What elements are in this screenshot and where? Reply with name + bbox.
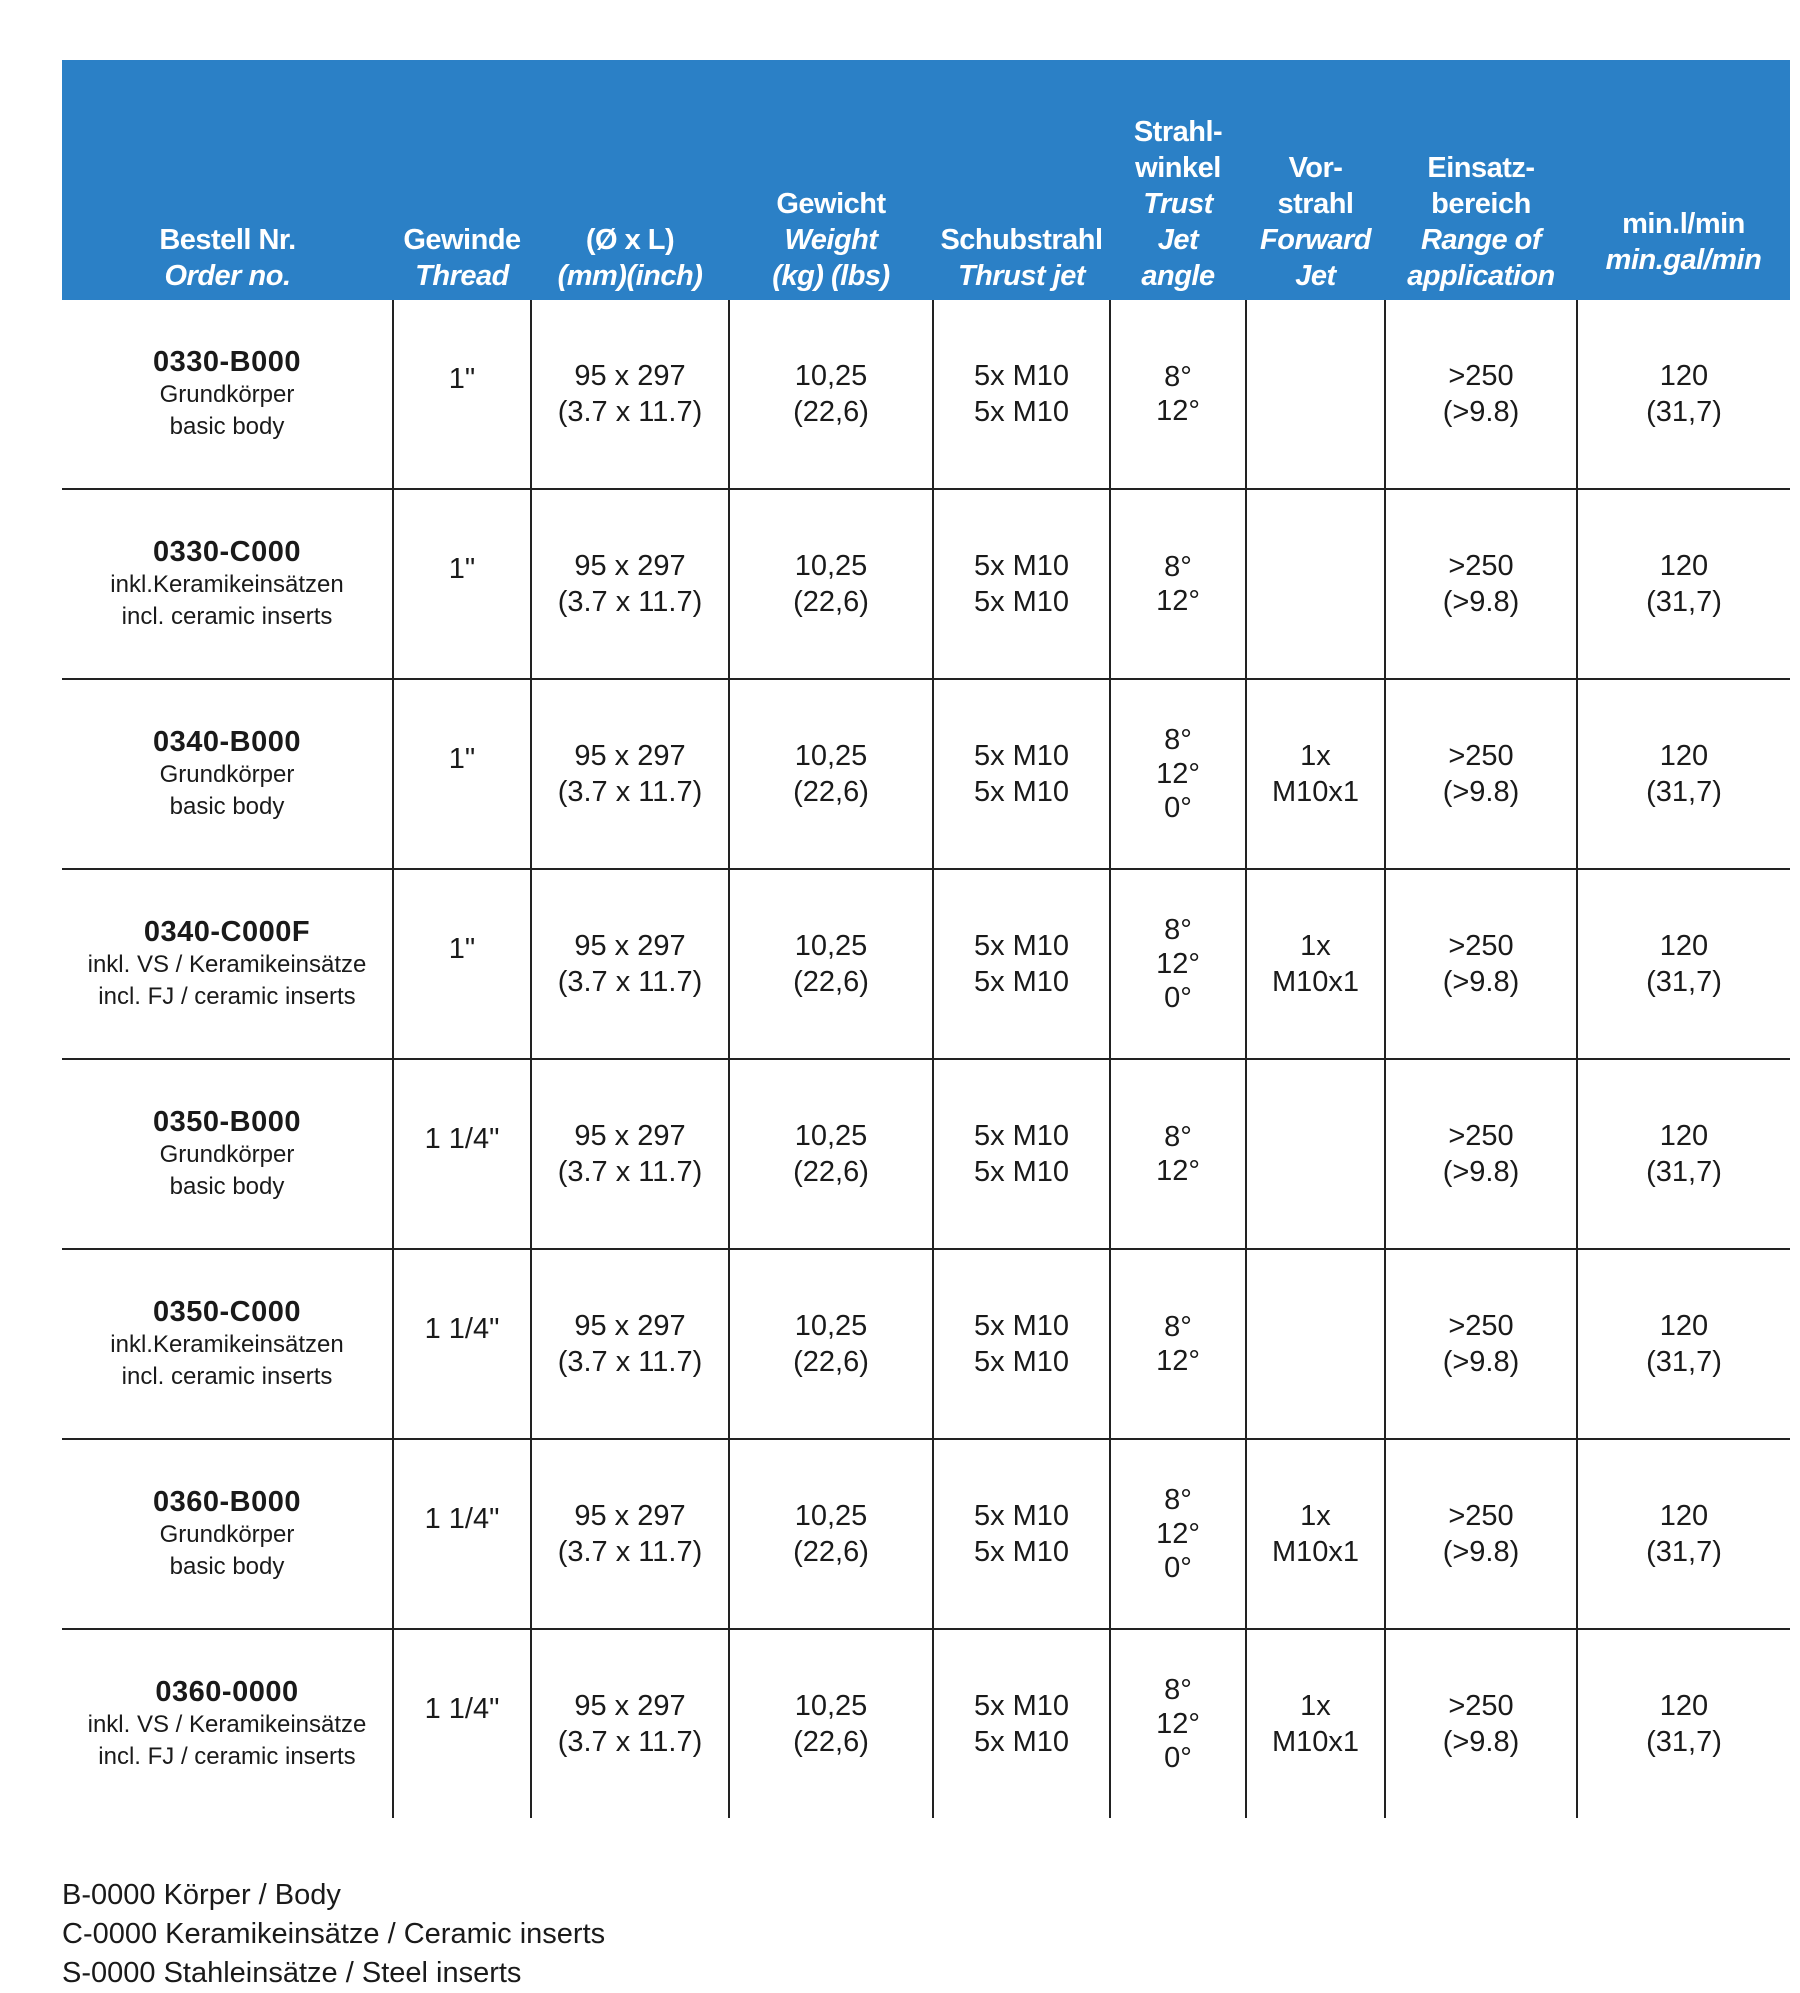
weight-kg: 10,25 — [794, 550, 868, 582]
weight-lbs: (22,6) — [793, 1726, 869, 1758]
dimension-mm: 95 x 297 — [574, 740, 686, 772]
angle-value: 12° — [1156, 1155, 1200, 1187]
flow-lpm: 120 — [1659, 360, 1709, 392]
range-value-imperial: (>9.8) — [1442, 1536, 1520, 1568]
thrust-cell — [933, 1439, 1110, 1629]
range-value-imperial: (>9.8) — [1442, 396, 1520, 428]
order-cell — [62, 1439, 393, 1629]
angle-value: 8° — [1164, 1484, 1192, 1516]
order-desc-de: Grundkörper — [159, 1521, 295, 1548]
forward-jet-cell — [1246, 1439, 1385, 1629]
flow-lpm: 120 — [1659, 1310, 1709, 1342]
thrust-value: 5x M10 — [973, 1310, 1070, 1342]
dimension-inch: (3.7 x 11.7) — [557, 586, 703, 618]
forward-jet-cell — [1246, 1249, 1385, 1439]
header-de: Einsatz- — [1427, 152, 1535, 184]
legend-line: S-0000 Stahleinsätze / Steel inserts — [62, 1957, 522, 1989]
order-code: 0340-C000F — [143, 916, 311, 948]
angle-cell — [1110, 1249, 1246, 1439]
forward-jet-count: 1x — [1300, 1500, 1331, 1532]
legend-line: C-0000 Keramikeinsätze / Ceramic inserts — [62, 1918, 606, 1950]
header-flow — [1577, 60, 1790, 300]
order-cell — [62, 1059, 393, 1249]
angle-value: 8° — [1164, 361, 1192, 393]
table-row — [62, 1629, 1790, 1818]
range-value: >250 — [1448, 1500, 1514, 1532]
range-value: >250 — [1448, 1120, 1514, 1152]
table-row — [62, 1249, 1790, 1439]
range-value-imperial: (>9.8) — [1442, 586, 1520, 618]
angle-value: 12° — [1156, 1708, 1200, 1740]
flow-gpm: (31,7) — [1646, 396, 1722, 428]
dimension-mm: 95 x 297 — [574, 1310, 686, 1342]
range-cell — [1385, 1629, 1577, 1818]
weight-lbs: (22,6) — [793, 1536, 869, 1568]
thread-cell — [393, 489, 531, 679]
header-jet-angle — [1110, 60, 1246, 300]
weight-lbs: (22,6) — [793, 1156, 869, 1188]
header-en: Thread — [415, 260, 509, 292]
weight-kg: 10,25 — [794, 740, 868, 772]
thread-value: 1 1/4" — [424, 1123, 500, 1155]
table-row — [62, 489, 1790, 679]
weight-cell — [729, 300, 933, 489]
dimension-cell — [531, 489, 729, 679]
flow-gpm: (31,7) — [1646, 1726, 1722, 1758]
nozzle-spec-table — [62, 60, 1790, 1818]
dimension-inch: (3.7 x 11.7) — [557, 1536, 703, 1568]
range-cell — [1385, 1059, 1577, 1249]
dimension-mm: 95 x 297 — [574, 930, 686, 962]
header-order-no — [62, 60, 393, 300]
thread-cell — [393, 1059, 531, 1249]
angle-value: 12° — [1156, 1345, 1200, 1377]
dimension-mm: 95 x 297 — [574, 1690, 686, 1722]
flow-gpm: (31,7) — [1646, 966, 1722, 998]
header-de: Bestell Nr. — [159, 224, 296, 256]
angle-cell — [1110, 300, 1246, 489]
thread-value: 1 1/4" — [424, 1693, 500, 1725]
angle-cell — [1110, 489, 1246, 679]
range-value: >250 — [1448, 1690, 1514, 1722]
dimension-inch: (3.7 x 11.7) — [557, 966, 703, 998]
weight-kg: 10,25 — [794, 1500, 868, 1532]
range-value: >250 — [1448, 360, 1514, 392]
thrust-cell — [933, 1249, 1110, 1439]
forward-jet-cell — [1246, 489, 1385, 679]
range-value: >250 — [1448, 930, 1514, 962]
weight-kg: 10,25 — [794, 930, 868, 962]
header-en: (mm)(inch) — [557, 260, 703, 292]
thread-cell — [393, 679, 531, 869]
table-header — [62, 60, 1790, 300]
angle-value: 8° — [1164, 1674, 1192, 1706]
thrust-value: 5x M10 — [973, 966, 1070, 998]
flow-lpm: 120 — [1659, 930, 1709, 962]
range-value: >250 — [1448, 550, 1514, 582]
forward-jet-cell — [1246, 679, 1385, 869]
thread-cell — [393, 1249, 531, 1439]
angle-cell — [1110, 1629, 1246, 1818]
range-cell — [1385, 679, 1577, 869]
forward-jet-cell — [1246, 1059, 1385, 1249]
legend-line: B-0000 Körper / Body — [62, 1879, 341, 1911]
header-de: winkel — [1135, 152, 1221, 184]
order-desc-de: inkl. VS / Keramikeinsätze — [87, 1711, 367, 1738]
header-dimensions — [531, 60, 729, 300]
dimension-cell — [531, 300, 729, 489]
flow-gpm: (31,7) — [1646, 1536, 1722, 1568]
range-value: >250 — [1448, 1310, 1514, 1342]
thrust-value: 5x M10 — [973, 360, 1070, 392]
flow-cell — [1577, 1439, 1790, 1629]
order-code: 0340-B000 — [153, 726, 301, 758]
order-cell — [62, 1629, 393, 1818]
angle-value: 0° — [1164, 1552, 1192, 1584]
range-value-imperial: (>9.8) — [1442, 1726, 1520, 1758]
range-cell — [1385, 1439, 1577, 1629]
header-en: Forward — [1260, 224, 1371, 256]
flow-cell — [1577, 869, 1790, 1059]
weight-lbs: (22,6) — [793, 586, 869, 618]
angle-cell — [1110, 1439, 1246, 1629]
weight-cell — [729, 1249, 933, 1439]
forward-jet-thread: M10x1 — [1271, 1726, 1360, 1758]
order-desc-en: incl. ceramic inserts — [121, 1363, 333, 1390]
header-thrust-jet — [933, 60, 1110, 300]
range-cell — [1385, 869, 1577, 1059]
order-cell — [62, 300, 393, 489]
range-cell — [1385, 300, 1577, 489]
range-value-imperial: (>9.8) — [1442, 776, 1520, 808]
thread-value: 1" — [448, 553, 476, 585]
order-cell — [62, 1249, 393, 1439]
thrust-value: 5x M10 — [973, 1346, 1070, 1378]
flow-gpm: (31,7) — [1646, 1346, 1722, 1378]
dimension-inch: (3.7 x 11.7) — [557, 1726, 703, 1758]
thrust-cell — [933, 1059, 1110, 1249]
weight-cell — [729, 1059, 933, 1249]
table-row — [62, 1439, 1790, 1629]
forward-jet-cell — [1246, 1629, 1385, 1818]
header-en: Weight — [784, 224, 878, 256]
thrust-value: 5x M10 — [973, 1120, 1070, 1152]
thread-value: 1" — [448, 933, 476, 965]
flow-lpm: 120 — [1659, 1500, 1709, 1532]
header-de: bereich — [1431, 188, 1531, 220]
dimension-cell — [531, 1059, 729, 1249]
dimension-mm: 95 x 297 — [574, 360, 686, 392]
thread-cell — [393, 1629, 531, 1818]
thrust-value: 5x M10 — [973, 930, 1070, 962]
thread-cell — [393, 300, 531, 489]
angle-cell — [1110, 869, 1246, 1059]
weight-cell — [729, 869, 933, 1059]
order-desc-en: incl. ceramic inserts — [121, 603, 333, 630]
table-body — [62, 300, 1790, 1818]
order-desc-de: Grundkörper — [159, 1141, 295, 1168]
dimension-cell — [531, 1439, 729, 1629]
angle-value: 12° — [1156, 585, 1200, 617]
weight-kg: 10,25 — [794, 1690, 868, 1722]
table-row — [62, 679, 1790, 869]
angle-cell — [1110, 1059, 1246, 1249]
flow-cell — [1577, 1059, 1790, 1249]
thrust-cell — [933, 869, 1110, 1059]
angle-value: 12° — [1156, 395, 1200, 427]
order-desc-de: inkl.Keramikeinsätzen — [110, 571, 344, 598]
range-cell — [1385, 489, 1577, 679]
header-weight — [729, 60, 933, 300]
dimension-cell — [531, 1249, 729, 1439]
order-desc-en: basic body — [169, 1553, 285, 1580]
order-code: 0330-C000 — [153, 536, 301, 568]
dimension-cell — [531, 869, 729, 1059]
flow-gpm: (31,7) — [1646, 776, 1722, 808]
angle-value: 12° — [1156, 948, 1200, 980]
thread-value: 1 1/4" — [424, 1313, 500, 1345]
header-de: Vor- — [1288, 152, 1343, 184]
dimension-inch: (3.7 x 11.7) — [557, 1346, 703, 1378]
header-thread — [393, 60, 531, 300]
legend — [62, 1876, 1790, 1993]
header-range — [1385, 60, 1577, 300]
table-row — [62, 869, 1790, 1059]
order-code: 0350-C000 — [153, 1296, 301, 1328]
angle-value: 0° — [1164, 1742, 1192, 1774]
order-code: 0360-0000 — [155, 1676, 299, 1708]
flow-cell — [1577, 300, 1790, 489]
flow-cell — [1577, 679, 1790, 869]
order-desc-en: incl. FJ / ceramic inserts — [98, 1743, 356, 1770]
order-code: 0360-B000 — [153, 1486, 301, 1518]
order-desc-de: Grundkörper — [159, 761, 295, 788]
thrust-value: 5x M10 — [973, 1500, 1070, 1532]
range-value-imperial: (>9.8) — [1442, 1346, 1520, 1378]
thrust-value: 5x M10 — [973, 776, 1070, 808]
weight-lbs: (22,6) — [793, 396, 869, 428]
angle-value: 8° — [1164, 1311, 1192, 1343]
header-de: Schubstrahl — [940, 224, 1103, 256]
weight-lbs: (22,6) — [793, 1346, 869, 1378]
dimension-mm: 95 x 297 — [574, 550, 686, 582]
forward-jet-count: 1x — [1300, 740, 1331, 772]
range-value-imperial: (>9.8) — [1442, 1156, 1520, 1188]
header-en: Thrust jet — [957, 260, 1086, 292]
header-en: Jet — [1295, 260, 1336, 292]
table-row — [62, 300, 1790, 489]
dimension-mm: 95 x 297 — [574, 1500, 686, 1532]
header-de: Gewicht — [776, 188, 886, 220]
thread-cell — [393, 1439, 531, 1629]
range-cell — [1385, 1249, 1577, 1439]
order-desc-en: basic body — [169, 413, 285, 440]
thrust-value: 5x M10 — [973, 1156, 1070, 1188]
thread-value: 1 1/4" — [424, 1503, 500, 1535]
thread-cell — [393, 869, 531, 1059]
thrust-value: 5x M10 — [973, 586, 1070, 618]
thread-value: 1" — [448, 363, 476, 395]
flow-gpm: (31,7) — [1646, 1156, 1722, 1188]
range-value: >250 — [1448, 740, 1514, 772]
dimension-inch: (3.7 x 11.7) — [557, 1156, 703, 1188]
flow-cell — [1577, 489, 1790, 679]
thrust-value: 5x M10 — [973, 396, 1070, 428]
flow-cell — [1577, 1249, 1790, 1439]
order-desc-de: inkl. VS / Keramikeinsätze — [87, 951, 367, 978]
header-en: Jet — [1157, 224, 1199, 256]
order-desc-en: basic body — [169, 1173, 285, 1200]
weight-kg: 10,25 — [794, 1310, 868, 1342]
angle-value: 12° — [1156, 1518, 1200, 1550]
table-row — [62, 1059, 1790, 1249]
forward-jet-count: 1x — [1300, 1690, 1331, 1722]
thrust-cell — [933, 300, 1110, 489]
forward-jet-thread: M10x1 — [1271, 776, 1360, 808]
order-desc-en: incl. FJ / ceramic inserts — [98, 983, 356, 1010]
flow-cell — [1577, 1629, 1790, 1818]
weight-lbs: (22,6) — [793, 966, 869, 998]
thrust-value: 5x M10 — [973, 1690, 1070, 1722]
thrust-value: 5x M10 — [973, 550, 1070, 582]
header-forward-jet — [1246, 60, 1385, 300]
order-desc-en: basic body — [169, 793, 285, 820]
dimension-inch: (3.7 x 11.7) — [557, 776, 703, 808]
weight-cell — [729, 489, 933, 679]
forward-jet-thread: M10x1 — [1271, 966, 1360, 998]
thrust-cell — [933, 679, 1110, 869]
angle-value: 8° — [1164, 724, 1192, 756]
header-de: Strahl- — [1133, 116, 1223, 148]
order-cell — [62, 679, 393, 869]
header-en: Order no. — [164, 260, 291, 292]
forward-jet-cell — [1246, 869, 1385, 1059]
order-cell — [62, 869, 393, 1059]
spec-sheet — [62, 60, 1790, 1993]
angle-value: 8° — [1164, 1121, 1192, 1153]
weight-kg: 10,25 — [794, 1120, 868, 1152]
angle-value: 0° — [1164, 792, 1192, 824]
header-de: Gewinde — [403, 224, 521, 256]
forward-jet-cell — [1246, 300, 1385, 489]
weight-cell — [729, 1629, 933, 1818]
forward-jet-thread: M10x1 — [1271, 1536, 1360, 1568]
angle-value: 12° — [1156, 758, 1200, 790]
range-value-imperial: (>9.8) — [1442, 966, 1520, 998]
weight-kg: 10,25 — [794, 360, 868, 392]
angle-value: 8° — [1164, 914, 1192, 946]
header-de: strahl — [1277, 188, 1354, 220]
dimension-inch: (3.7 x 11.7) — [557, 396, 703, 428]
header-en: Trust — [1143, 188, 1213, 220]
thrust-value: 5x M10 — [973, 1726, 1070, 1758]
angle-cell — [1110, 679, 1246, 869]
order-desc-de: Grundkörper — [159, 381, 295, 408]
thrust-value: 5x M10 — [973, 740, 1070, 772]
flow-lpm: 120 — [1659, 1120, 1709, 1152]
angle-value: 0° — [1164, 982, 1192, 1014]
thrust-cell — [933, 1629, 1110, 1818]
flow-lpm: 120 — [1659, 550, 1709, 582]
header-de: (Ø x L) — [585, 224, 675, 256]
angle-value: 8° — [1164, 551, 1192, 583]
forward-jet-count: 1x — [1300, 930, 1331, 962]
header-de: min.l/min — [1622, 208, 1745, 240]
header-en: application — [1407, 260, 1555, 292]
header-en: Range of — [1420, 224, 1542, 256]
order-cell — [62, 489, 393, 679]
flow-lpm: 120 — [1659, 1690, 1709, 1722]
header-en: (kg) (lbs) — [772, 260, 890, 292]
thread-value: 1" — [448, 743, 476, 775]
dimension-cell — [531, 679, 729, 869]
thrust-cell — [933, 489, 1110, 679]
order-code: 0330-B000 — [153, 346, 301, 378]
thrust-value: 5x M10 — [973, 1536, 1070, 1568]
header-en: angle — [1141, 260, 1215, 292]
flow-lpm: 120 — [1659, 740, 1709, 772]
order-code: 0350-B000 — [153, 1106, 301, 1138]
weight-cell — [729, 679, 933, 869]
weight-cell — [729, 1439, 933, 1629]
flow-gpm: (31,7) — [1646, 586, 1722, 618]
dimension-cell — [531, 1629, 729, 1818]
dimension-mm: 95 x 297 — [574, 1120, 686, 1152]
header-en: min.gal/min — [1605, 244, 1762, 276]
order-desc-de: inkl.Keramikeinsätzen — [110, 1331, 344, 1358]
weight-lbs: (22,6) — [793, 776, 869, 808]
